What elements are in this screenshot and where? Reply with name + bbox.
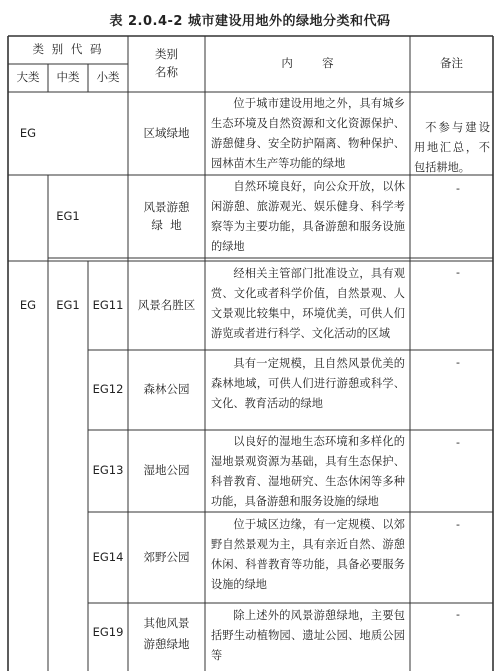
row-3-content: 具有一定规模，且自然风景优美的森林地域，可供人们进行游憩或科学、文化、教育活动的绿地 [211, 357, 405, 410]
row-2-remark: - [456, 266, 460, 279]
header-major: 大类 [16, 70, 40, 85]
row-5-minor: EG14 [92, 549, 124, 564]
header-middle: 中类 [56, 70, 80, 85]
row-6-content: 除上述外的风景游憩绿地，主要包括野生动植物园、遗址公园、地质公园等 [211, 609, 405, 662]
row-6-name-line2: 游憩绿地 [143, 637, 190, 651]
header-minor: 小类 [96, 70, 120, 85]
row-2-major: EG [19, 297, 37, 312]
row-0-name: 区域绿地 [143, 125, 190, 140]
row-6-remark: - [456, 608, 460, 621]
row-2-middle: EG1 [56, 297, 80, 312]
row-3-remark: - [456, 356, 460, 369]
row-6-name-line1: 其他风景 [143, 616, 190, 631]
row-0-remark: 不参与建设用地汇总，不包括耕地。 [414, 121, 490, 174]
row-1-name-line2: 绿 地 [151, 217, 182, 232]
row-4-name: 湿地公园 [143, 463, 190, 478]
row-1-middle: EG1 [56, 208, 80, 223]
row-0-content: 位于城市建设用地之外，具有城乡生态环境及自然资源和文化资源保护、游憩健身、安全防护隔离、物种保护、园林苗木生产等功能的绿地 [211, 97, 405, 170]
header-remark: 备注 [440, 56, 463, 71]
row-1-content: 自然环境良好，向公众开放，以休闲游憩、旅游观光、娱乐健身、科学考察等为主要功能，具备游憩和服务设施的绿地 [211, 180, 405, 253]
row-3-minor: EG12 [92, 382, 124, 397]
row-0-major: EG [19, 125, 37, 140]
row-1-name-line1: 风景游憩 [143, 199, 190, 214]
row-6-name [128, 605, 205, 663]
row-4-remark: - [456, 436, 460, 449]
row-2-minor: EG11 [92, 297, 124, 312]
row-4-content: 以良好的湿地生态环境和多样化的湿地景观资源为基础，具有生态保护、科普教育、湿地研究、生态休闲等多种功能，具备游憩和服务设施的绿地 [211, 435, 405, 508]
row-4-minor: EG13 [92, 463, 124, 478]
header-code: 类 别 代 码 [32, 42, 104, 57]
row-2-name: 风景名胜区 [137, 297, 196, 312]
row-1-remark: - [456, 182, 460, 195]
header-name-line2: 名称 [155, 65, 178, 79]
row-5-content: 位于城区边缘，有一定规模、以郊野自然景观为主，具有亲近自然、游憩休闲、科普教育等功能，具备必要服务设施的绿地 [211, 518, 405, 591]
header-name-line1: 类别 [155, 47, 178, 62]
row-1-name [128, 175, 205, 258]
header-content: 内 容 [281, 56, 334, 71]
header-name [128, 36, 205, 92]
page-title: 表 2.0.4-2 城市建设用地外的绿地分类和代码 [109, 14, 391, 29]
row-5-remark: - [456, 518, 460, 531]
row-6-minor: EG19 [92, 625, 124, 640]
row-5-name: 郊野公园 [143, 549, 190, 564]
row-3-name: 森林公园 [143, 382, 190, 397]
row-2-content: 经相关主管部门批准设立，具有观赏、文化或者科学价值，自然景观、人文景观比较集中，环境优美，可供人们游览或者进行科学、文化活动的区域 [211, 267, 405, 340]
